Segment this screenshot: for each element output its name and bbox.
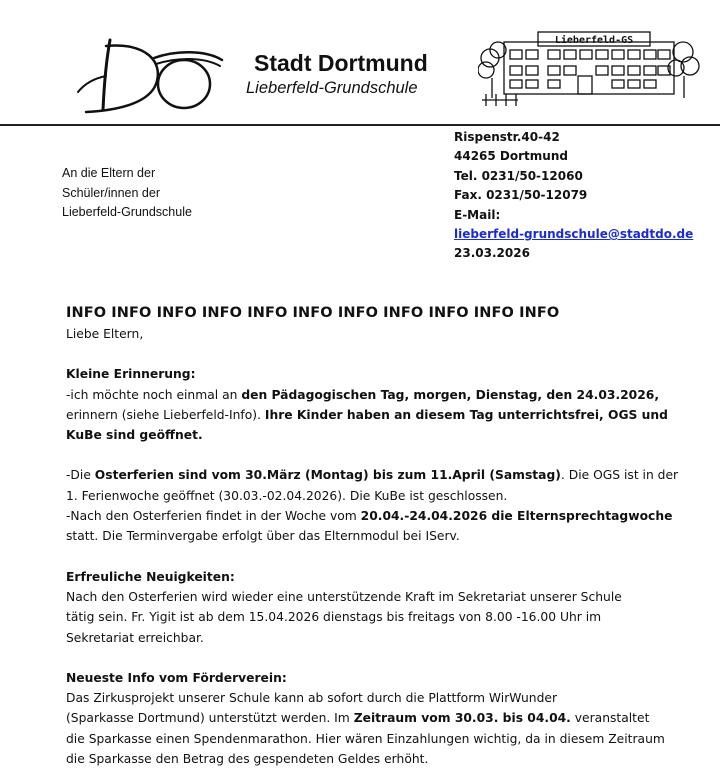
section-title-news: Erfreuliche Neuigkeiten:	[66, 569, 235, 584]
paragraph-line: Sekretariat erreichbar.	[66, 630, 204, 645]
city-title: Stadt Dortmund	[254, 50, 428, 76]
greeting: Liebe Eltern,	[66, 327, 144, 341]
info-heading: INFO INFO INFO INFO INFO INFO INFO INFO INFO INFO INFO	[66, 305, 560, 321]
text-span-bold: Osterferien sind vom 30.März (Montag) bis zum 11.April (Samstag)	[94, 468, 561, 483]
sender-address	[454, 128, 693, 264]
recipient-address	[62, 164, 192, 223]
paragraph-line	[66, 405, 706, 425]
school-sign-text: Lieberfeld-GS	[554, 35, 634, 46]
sender-fax: Fax. 0231/50-12079	[454, 188, 588, 203]
text-span: (Sparkasse Dortmund) unterstützt werden. Im	[66, 711, 354, 726]
text-span-bold: 20.04.-24.04.2026 die Elternsprechtagwoche	[360, 509, 673, 524]
text-span: -Nach den Osterferien findet in der Woche vom	[66, 509, 361, 524]
text-span: veranstaltet	[570, 711, 650, 726]
paragraph-line: tätig sein. Fr. Yigit ist ab dem 15.04.2026 dienstags bis freitags von 8.00 -16.00 Uhr im	[66, 610, 602, 625]
text-span-bold: Ihre Kinder haben an diesem Tag unterrichtsfrei, OGS und	[264, 407, 668, 422]
paragraph-line: KuBe sind geöffnet.	[66, 428, 203, 443]
recipient-line: An die Eltern der	[62, 166, 156, 180]
paragraph-line: Nach den Osterferien wird wieder eine unterstützende Kraft im Sekretariat unserer Schule	[66, 589, 622, 604]
paragraph-line	[66, 708, 706, 728]
paragraph-line	[66, 385, 706, 405]
recipient-line: Schüler/innen der	[62, 185, 160, 200]
text-span-bold: den Pädagogischen Tag, morgen, Dienstag, den 24.03.2026,	[241, 387, 660, 402]
stadt-dortmund-logo	[66, 32, 226, 116]
paragraph-line	[66, 465, 706, 485]
paragraph-line	[66, 506, 706, 526]
paragraph-line: Das Zirkusprojekt unserer Schule kann ab sofort durch die Plattform WirWunder	[66, 691, 558, 706]
text-span: erinnern (siehe Lieberfeld-Info).	[66, 407, 265, 422]
sender-street: Rispenstr.40-42	[454, 130, 560, 144]
sender-email-label: E-Mail:	[454, 207, 501, 222]
text-span: -ich möchte noch einmal an	[66, 387, 242, 402]
letter-date: 23.03.2026	[454, 246, 530, 261]
paragraph-line: die Sparkasse den Betrag des gespendeten Geldes erhöht.	[66, 752, 429, 767]
paragraph-line: 1. Ferienwoche geöffnet (30.03.-02.04.2026). Die KuBe ist geschlossen.	[66, 488, 508, 503]
section-title-foerderverein: Neueste Info vom Förderverein:	[66, 670, 287, 685]
school-subtitle: Lieberfeld-Grundschule	[246, 79, 418, 97]
text-span-bold: Zeitraum vom 30.03. bis 04.04.	[353, 711, 571, 726]
sender-phone: Tel. 0231/50-12060	[454, 168, 583, 183]
paragraph-line: statt. Die Terminvergabe erfolgt über das Elternmodul bei IServ.	[66, 529, 460, 544]
letter-body	[66, 302, 706, 769]
sender-city: 44265 Dortmund	[454, 149, 568, 164]
school-building-drawing	[478, 28, 700, 112]
header-divider	[0, 124, 720, 126]
paragraph-line: die Sparkasse einen Spendenmarathon. Hier wären Einzahlungen wichtig, da in diesem Zeitraum	[66, 731, 665, 746]
recipient-line: Lieberfeld-Grundschule	[62, 205, 192, 219]
sender-email-link[interactable]: lieberfeld-grundschule@stadtdo.de	[454, 227, 694, 242]
section-title-reminder: Kleine Erinnerung:	[66, 367, 196, 382]
text-span: -Die	[66, 468, 95, 483]
text-span: . Die OGS ist in der	[560, 468, 679, 483]
